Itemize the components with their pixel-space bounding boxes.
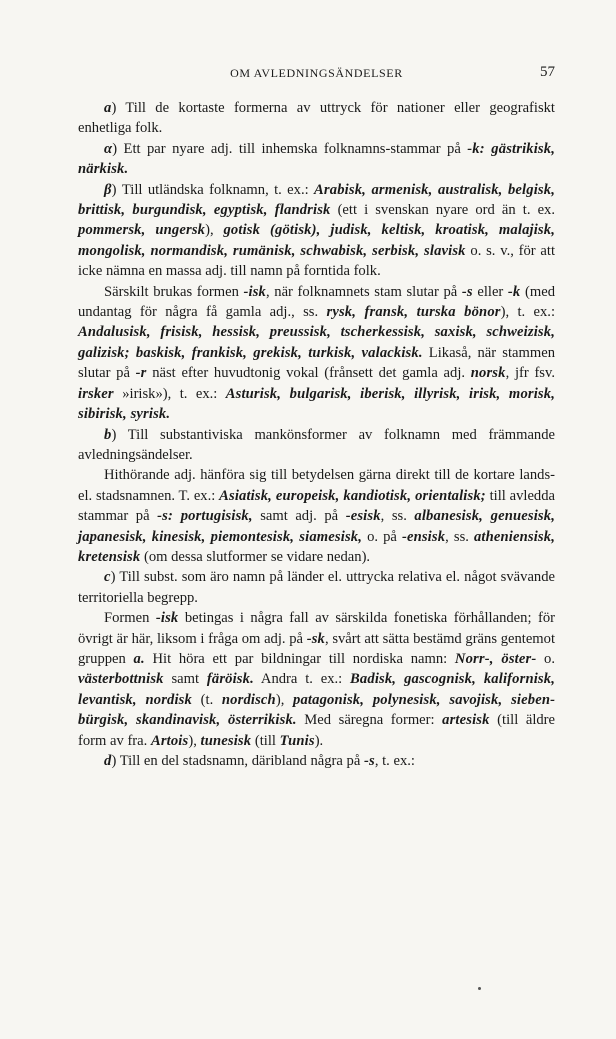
text-run: (t.	[191, 691, 222, 708]
printing-speck	[478, 987, 481, 990]
italic-run: Arabisk, armenisk, australisk, belgisk, brittisk, burgundisk, egyptisk, flandrisk	[78, 181, 555, 219]
italic-run: Tunis	[279, 732, 315, 749]
text-run: , svårt att sätta bestämd gräns gentemot gruppen	[78, 630, 555, 667]
text-run: Särskilt brukas formen	[104, 283, 244, 300]
italic-run: albanesisk, genuesisk, japanesisk, kinesisk, piemontesisk, siamesisk,	[78, 508, 555, 545]
text-run: Hithörande adj. hänföra sig till betydelsen gärna direkt till de kortare lands- el. stadsnamnen. T. ex.:	[78, 467, 555, 504]
paragraph	[78, 282, 555, 425]
paragraph	[78, 608, 555, 751]
text-run: näst efter huvudtonig vokal (frånsett det gamla adj.	[146, 365, 471, 382]
italic-run: irsker	[78, 385, 114, 402]
italic-run: färöisk.	[206, 671, 254, 688]
italic-run: α	[104, 140, 113, 157]
italic-run: nordisch	[221, 691, 276, 708]
italic-run: d	[104, 753, 112, 769]
text-run: (med undantag för några få gamla adj., ss.	[78, 283, 555, 321]
text-run: ) Till subst. som äro namn på länder el. uttrycka relativa el. något svävande territoriella begrepp.	[78, 569, 555, 606]
text-run: ) Till utländska folknamn, t. ex.:	[111, 181, 315, 198]
text-run: ),	[205, 222, 224, 239]
text-run: , t. ex.:	[374, 753, 415, 769]
text-run: ) Ett par nyare adj. till inhemska folknamns-stammar på	[112, 140, 468, 157]
italic-run: artesisk	[442, 712, 490, 729]
italic-run: Asturisk, bulgarisk, iberisk, illyrisk, irisk, morisk, sibirisk, syrisk.	[78, 385, 555, 423]
text-run: , när folknamnets stam slutar på	[266, 283, 462, 300]
italic-run: -isk	[243, 283, 266, 300]
text-run: (till	[251, 732, 280, 749]
paragraph	[78, 425, 555, 466]
body-text	[78, 98, 555, 771]
italic-run: -ensisk	[401, 528, 446, 545]
italic-run: a.	[133, 650, 145, 667]
italic-run: -k: gästrikisk, närkisk.	[78, 140, 555, 178]
text-run: samt adj. på	[252, 508, 346, 525]
italic-run: Artois	[150, 732, 189, 749]
italic-run: gotisk (götisk), judisk, keltisk, kroatisk, malajisk, mongolisk, normandisk, rumänisk, schwabisk, serbisk, slavisk	[78, 222, 555, 259]
text-run: o. s. v., för att icke nämna en massa adj. till namn på forntida folk.	[78, 242, 555, 280]
italic-run: pommersk, ungersk	[78, 222, 206, 239]
italic-run: Asiatisk, europeisk, kandiotisk, orientalisk;	[219, 487, 486, 504]
italic-run: -r	[135, 365, 147, 382]
italic-run: -s	[461, 283, 473, 300]
text-run: Likaså, när stammen slutar på	[78, 344, 555, 382]
italic-run: -s: portugisisk,	[157, 508, 253, 525]
text-run: till avledda stammar på	[78, 487, 555, 525]
italic-run: -sk	[306, 630, 325, 647]
italic-run: -s	[363, 753, 375, 769]
text-run: Andra t. ex.:	[253, 671, 351, 688]
italic-run: c	[104, 569, 111, 586]
paragraph	[78, 567, 555, 608]
text-run: (till äldre form av fra.	[78, 712, 556, 749]
italic-run: a	[104, 100, 112, 116]
text-run: eller	[472, 283, 508, 300]
page-header	[78, 60, 555, 84]
italic-run: Andalusisk, frisisk, hessisk, preussisk, tscherkessisk, saxisk, schweizisk, galizisk; baskisk, frankisk, grekisk, turkisk, valackisk.	[78, 324, 555, 361]
italic-run: β	[104, 181, 112, 198]
italic-run: Norr-, öster-	[454, 650, 537, 667]
italic-run: b	[104, 426, 112, 443]
text-run: ) Till en del stadsnamn, däribland några på	[111, 753, 364, 769]
text-run: ) Till de kortaste formerna av uttryck för nationer eller geografiskt enhetliga folk.	[78, 100, 555, 137]
italic-run: västerbottnisk	[78, 671, 164, 688]
page-number: 57	[540, 64, 555, 80]
book-page	[78, 60, 555, 771]
paragraph	[78, 98, 555, 139]
text-run: »irisk»), t. ex.:	[113, 385, 226, 402]
italic-run: patagonisk, polynesisk, savojisk, siebenbürgisk, skandinavisk, österrikisk.	[78, 691, 555, 729]
text-run: o. på	[362, 528, 402, 545]
text-run: betingas i några fall av särskilda fonetiska förhållanden; för övrigt är här, liksom i fråga om adj. på	[78, 610, 555, 647]
text-run: , ss.	[380, 508, 415, 525]
text-run: (om dessa slutformer se vidare nedan).	[140, 548, 371, 565]
running-title: OM AVLEDNINGSÄNDELSER	[230, 66, 403, 80]
italic-run: rysk, fransk, turska bönor	[326, 304, 501, 321]
text-run: (ett i svenskan nyare ord än t. ex.	[330, 202, 555, 219]
text-run: ).	[314, 732, 324, 749]
text-run: samt	[163, 671, 207, 688]
text-run: , jfr fsv.	[505, 365, 555, 382]
text-run: Hit höra ett par bildningar till nordiska namn:	[144, 650, 455, 667]
text-run: ), t. ex.:	[500, 304, 555, 321]
text-run: , ss.	[445, 528, 474, 545]
italic-run: -isk	[155, 610, 179, 627]
paragraph	[78, 751, 555, 771]
italic-run: -esisk	[345, 508, 381, 525]
text-run: ),	[188, 732, 201, 749]
italic-run: norsk	[470, 365, 506, 382]
text-run: o.	[536, 650, 555, 667]
text-run: ),	[275, 691, 294, 708]
paragraph	[78, 465, 555, 567]
text-run: Med säregna former:	[296, 712, 443, 729]
text-run: Formen	[104, 610, 156, 627]
italic-run: atheniensisk, kretensisk	[78, 528, 555, 565]
italic-run: tunesisk	[200, 732, 252, 749]
italic-run: -k	[507, 283, 521, 300]
paragraph	[78, 139, 555, 180]
italic-run: Badisk, gascognisk, kalifornisk, levantisk, nordisk	[78, 671, 555, 708]
text-run: ) Till substantiviska mankönsformer av folknamn med främmande avledningsändelser.	[78, 426, 555, 463]
paragraph	[78, 180, 555, 282]
